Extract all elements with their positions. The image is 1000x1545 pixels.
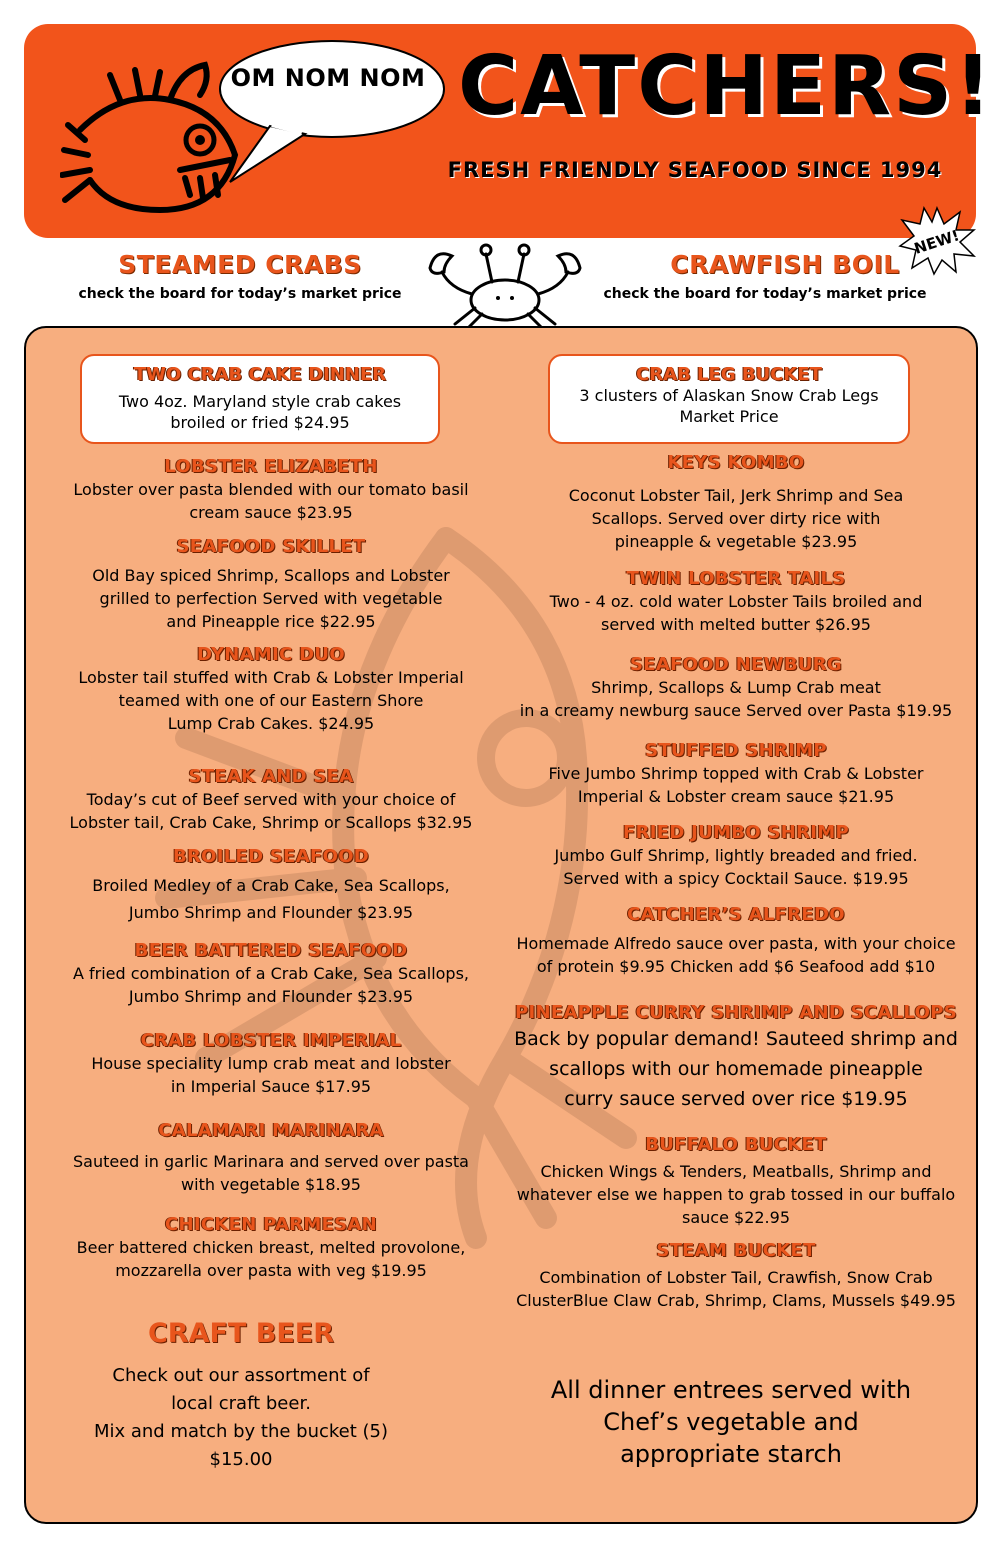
item-title: CATCHER’S ALFREDO (627, 904, 845, 925)
item-desc: sauce $22.95 (682, 1208, 790, 1227)
item-desc: Homemade Alfredo sauce over pasta, with your choice (516, 934, 956, 953)
craft-beer-line: Mix and match by the bucket (5) (93, 1421, 389, 1442)
item-desc: and Pineapple rice $22.95 (166, 612, 376, 631)
menu-item-steam-bucket (502, 1240, 970, 1311)
item-desc: Lobster over pasta blended with our tomato basil (73, 480, 469, 499)
item-desc: scallops with our homemade pineapple (549, 1058, 923, 1080)
item-title: CHICKEN PARMESAN (164, 1214, 378, 1235)
item-desc: Today’s cut of Beef served with your choice of (86, 790, 456, 809)
menu-item-lobster-elizabeth (46, 456, 496, 523)
menu-item-dynamic-duo (46, 644, 496, 734)
item-desc: Lump Crab Cakes. $24.95 (167, 714, 375, 733)
menu-item-buffalo-bucket (502, 1134, 970, 1228)
menu-item-beer-battered-seafood (46, 940, 496, 1007)
item-title: CALAMARI MARINARA (158, 1120, 384, 1141)
item-desc: with vegetable $18.95 (181, 1175, 361, 1194)
item-desc: Jumbo Gulf Shrimp, lightly breaded and fried. (554, 846, 918, 865)
item-desc: Coconut Lobster Tail, Jerk Shrimp and Sea (568, 486, 904, 505)
new-badge (898, 206, 976, 276)
item-title: BUFFALO BUCKET (645, 1134, 827, 1155)
menu-item-seafood-skillet (46, 536, 496, 632)
item-desc: Broiled Medley of a Crab Cake, Sea Scallops, (92, 876, 450, 895)
item-title: TWIN LOBSTER TAILS (626, 568, 846, 589)
item-title: SEAFOOD NEWBURG (630, 654, 842, 675)
item-desc: Chicken Wings & Tenders, Meatballs, Shrimp and (540, 1162, 932, 1181)
menu-item-crab-lobster-imperial (46, 1030, 496, 1097)
craft-beer-details (66, 1362, 416, 1474)
menu-item-seafood-newburg (502, 654, 970, 721)
menu-item-two-crab-cake-dinner (80, 354, 440, 444)
item-title: PINEAPPLE CURRY SHRIMP AND SCALLOPS (515, 1002, 957, 1023)
craft-beer-line: local craft beer. (171, 1393, 311, 1414)
menu-item-keys-kombo (502, 452, 970, 552)
item-title: CRAB LEG BUCKET (636, 364, 822, 385)
steamed-crabs-sub: check the board for today’s market price (78, 286, 402, 302)
item-desc: Five Jumbo Shrimp topped with Crab & Lobster (548, 764, 924, 783)
craft-beer-title: CRAFT BEER (147, 1318, 335, 1349)
menu-item-twin-lobster-tails (502, 568, 970, 635)
menu-item-catchers-alfredo (502, 904, 970, 977)
craft-beer-line: Check out our assortment of (112, 1365, 370, 1386)
item-desc: Back by popular demand! Sauteed shrimp and (514, 1028, 958, 1050)
item-desc: curry sauce served over rice $19.95 (564, 1088, 908, 1110)
entrees-footnote (516, 1374, 946, 1470)
crawfish-boil-title: CRAWFISH BOIL (670, 250, 900, 279)
menu-item-steak-and-sea (46, 766, 496, 833)
item-desc: Two 4oz. Maryland style crab cakes (118, 392, 402, 411)
menu-item-calamari-marinara (46, 1120, 496, 1195)
menu-item-broiled-seafood (46, 846, 496, 923)
item-desc: mozzarella over pasta with veg $19.95 (115, 1261, 427, 1280)
menu-item-fried-jumbo-shrimp (502, 822, 970, 889)
item-desc: served with melted butter $26.95 (601, 615, 871, 634)
item-desc: Served with a spicy Cocktail Sauce. $19.95 (563, 869, 909, 888)
item-title: BROILED SEAFOOD (172, 846, 370, 867)
item-title: STEAK AND SEA (188, 766, 354, 787)
craft-beer-price: $15.00 (209, 1449, 273, 1470)
item-desc: whatever else we happen to grab tossed in our buffalo (516, 1185, 956, 1204)
new-badge-text: NEW! (911, 226, 962, 258)
item-desc: ClusterBlue Claw Crab, Shrimp, Clams, Mussels $49.95 (516, 1291, 956, 1310)
item-title: CRAB LOBSTER IMPERIAL (140, 1030, 402, 1051)
item-desc: Market Price (679, 407, 779, 426)
item-desc: 3 clusters of Alaskan Snow Crab Legs (579, 386, 879, 405)
item-desc: Imperial & Lobster cream sauce $21.95 (577, 787, 895, 806)
item-desc: Shrimp, Scallops & Lump Crab meat (591, 678, 881, 697)
item-title: KEYS KOMBO (667, 452, 805, 473)
item-desc: Two - 4 oz. cold water Lobster Tails broiled and (549, 592, 923, 611)
speech-bubble (210, 34, 450, 184)
crawfish-boil-sub: check the board for today’s market price (603, 286, 927, 302)
item-title: TWO CRAB CAKE DINNER (133, 364, 387, 385)
item-desc: Lobster tail, Crab Cake, Shrimp or Scallops $32.95 (69, 813, 473, 832)
speech-bubble-text: OM NOM NOM (230, 64, 426, 92)
item-title: SEAFOOD SKILLET (176, 536, 366, 557)
item-title: STUFFED SHRIMP (645, 740, 827, 761)
menu-panel (24, 326, 978, 1524)
menu-item-chicken-parmesan (46, 1214, 496, 1281)
item-desc: A fried combination of a Crab Cake, Sea Scallops, (72, 964, 469, 983)
menu-item-pineapple-curry (502, 1002, 970, 1113)
footnote-line: Chef’s vegetable and (603, 1408, 859, 1436)
item-desc: of protein $9.95 Chicken add $6 Seafood add $10 (536, 957, 936, 976)
item-desc: House speciality lump crab meat and lobster (91, 1054, 451, 1073)
item-title: STEAM BUCKET (656, 1240, 816, 1261)
item-desc: teamed with one of our Eastern Shore (118, 691, 424, 710)
item-desc: in Imperial Sauce $17.95 (170, 1077, 372, 1096)
item-title: BEER BATTERED SEAFOOD (134, 940, 408, 961)
footnote-line: appropriate starch (620, 1440, 842, 1468)
item-desc: Sauteed in garlic Marinara and served over pasta (73, 1152, 469, 1171)
item-title: FRIED JUMBO SHRIMP (623, 822, 849, 843)
brand-title: CATCHERS! (458, 39, 994, 134)
item-desc: Beer battered chicken breast, melted provolone, (76, 1238, 466, 1257)
item-desc: Old Bay spiced Shrimp, Scallops and Lobster (92, 566, 450, 585)
item-desc: pineapple & vegetable $23.95 (614, 532, 858, 551)
menu-item-stuffed-shrimp (502, 740, 970, 807)
item-desc: broiled or fried $24.95 (170, 413, 350, 432)
item-desc: Jumbo Shrimp and Flounder $23.95 (128, 987, 414, 1006)
crab-icon (420, 238, 590, 330)
item-desc: grilled to perfection Served with vegetable (99, 589, 443, 608)
item-desc: cream sauce $23.95 (189, 503, 353, 522)
item-title: DYNAMIC DUO (197, 644, 345, 665)
menu-item-crab-leg-bucket (548, 354, 910, 444)
item-desc: in a creamy newburg sauce Served over Pasta $19.95 (519, 701, 953, 720)
item-desc: Scallops. Served over dirty rice with (591, 509, 881, 528)
footnote-line: All dinner entrees served with (550, 1376, 912, 1404)
tagline: FRESH FRIENDLY SEAFOOD SINCE 1994 (447, 158, 943, 182)
item-title: LOBSTER ELIZABETH (164, 456, 378, 477)
steamed-crabs-title: STEAMED CRABS (118, 250, 362, 279)
item-desc: Combination of Lobster Tail, Crawfish, Snow Crab (539, 1268, 933, 1287)
item-desc: Lobster tail stuffed with Crab & Lobster Imperial (78, 668, 464, 687)
item-desc: Jumbo Shrimp and Flounder $23.95 (128, 903, 414, 922)
